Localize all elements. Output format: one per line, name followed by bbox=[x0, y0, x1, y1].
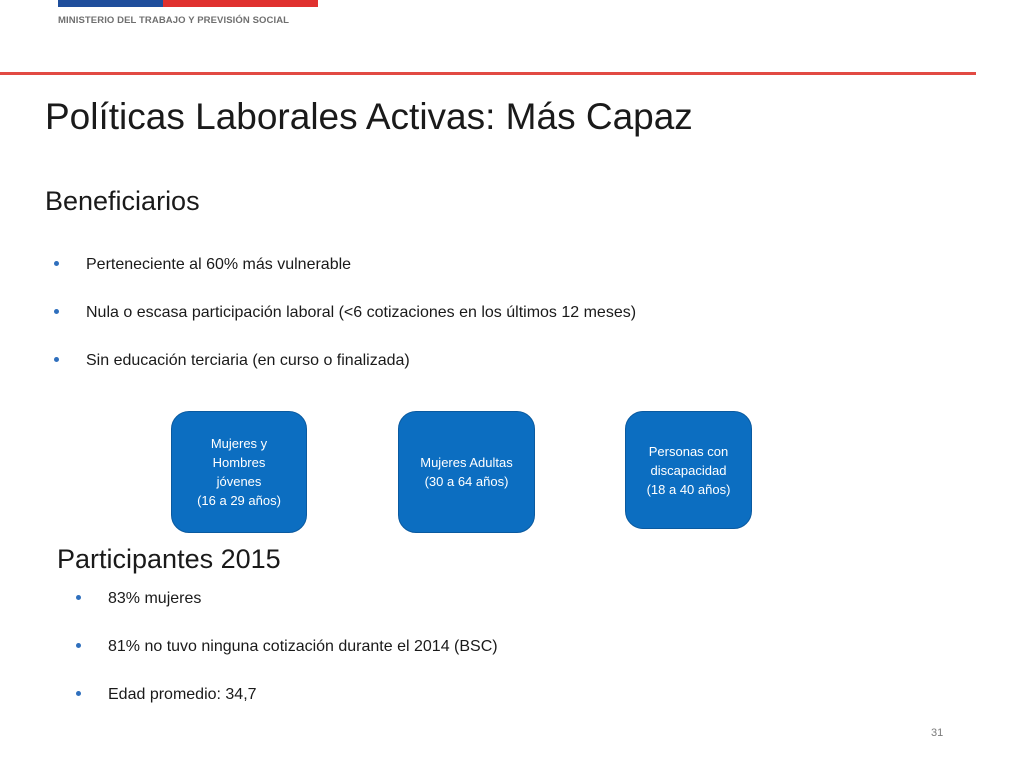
bullet-icon bbox=[54, 357, 59, 362]
flag-stripe bbox=[58, 0, 318, 7]
list-item-text: Edad promedio: 34,7 bbox=[108, 686, 257, 703]
list-item-text: Perteneciente al 60% más vulnerable bbox=[86, 256, 352, 273]
list-item bbox=[108, 638, 498, 662]
list-item bbox=[86, 256, 636, 280]
bullet-icon bbox=[76, 691, 81, 696]
header-divider bbox=[0, 72, 976, 75]
beneficiaries-list bbox=[86, 256, 636, 400]
bullet-icon bbox=[76, 595, 81, 600]
group-box-disability: Personas con discapacidad (18 a 40 años) bbox=[625, 411, 752, 529]
list-item-text: 81% no tuvo ninguna cotización durante el 2014 (BSC) bbox=[108, 638, 498, 655]
list-item bbox=[108, 686, 498, 710]
list-item-text: Sin educación terciaria (en curso o finalizada) bbox=[86, 352, 410, 369]
list-item bbox=[108, 590, 498, 614]
bullet-icon bbox=[76, 643, 81, 648]
participants-list bbox=[108, 590, 498, 734]
bullet-icon bbox=[54, 309, 59, 314]
flag-red-segment bbox=[163, 0, 318, 7]
page-number: 31 bbox=[931, 727, 944, 739]
list-item-text: 83% mujeres bbox=[108, 590, 202, 607]
bullet-icon bbox=[54, 261, 59, 266]
flag-blue-segment bbox=[58, 0, 163, 7]
slide-title: Políticas Laborales Activas: Más Capaz bbox=[45, 96, 693, 137]
group-box-young: Mujeres y Hombres jóvenes (16 a 29 años) bbox=[171, 411, 307, 533]
list-item-text: Nula o escasa participación laboral (<6 cotizaciones en los últimos 12 meses) bbox=[86, 304, 637, 321]
beneficiaries-heading: Beneficiarios bbox=[45, 186, 200, 216]
group-box-adult-women: Mujeres Adultas (30 a 64 años) bbox=[398, 411, 535, 533]
participants-heading: Participantes 2015 bbox=[57, 544, 281, 574]
ministry-name: MINISTERIO DEL TRABAJO Y PREVISIÓN SOCIAL bbox=[58, 15, 290, 26]
list-item bbox=[86, 352, 636, 376]
list-item bbox=[86, 304, 636, 328]
